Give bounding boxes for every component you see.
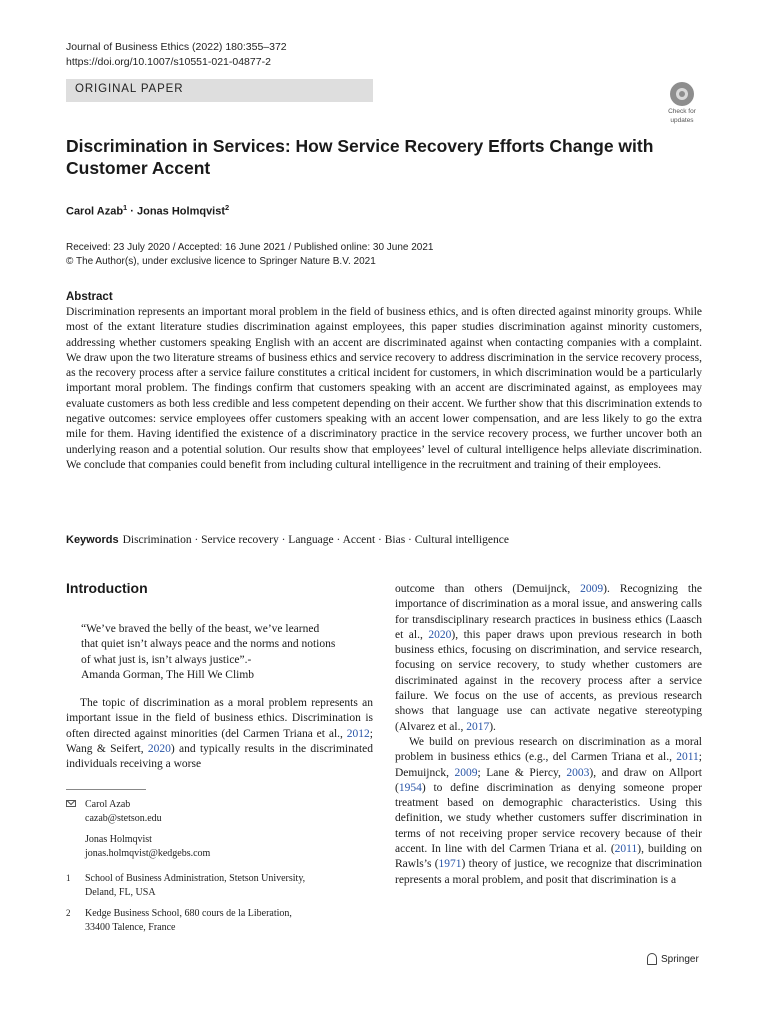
- intro-paragraph-1: [66, 696, 373, 772]
- text-run: ) and typically results in the discriminated individuals receiving a worse: [66, 742, 373, 771]
- affiliation-number: 1: [66, 873, 71, 883]
- keywords: [66, 534, 509, 546]
- corresponding-author: [66, 798, 373, 825]
- citation-link[interactable]: 2012: [346, 727, 370, 740]
- paper-title: Discrimination in Services: How Service Recovery Efforts Change with Customer Accent: [66, 136, 654, 178]
- text-run: ; Lane & Piercy,: [477, 766, 567, 779]
- publisher-logo: [647, 953, 699, 965]
- author-affiliation-mark: 1: [123, 203, 128, 212]
- right-column: [395, 582, 702, 888]
- text-run: ; Demuijnck,: [395, 751, 702, 779]
- affiliation-line: Kedge Business School, 680 cours de la Liberation,: [85, 908, 292, 919]
- citation-link[interactable]: 2011: [614, 843, 638, 856]
- text-run: ). Recognizing the importance of discrimination as a moral issue, and answering calls for transdisciplinary research practices in business ethics (Laasch et al.,: [395, 583, 702, 641]
- citation-link[interactable]: 2009: [580, 583, 604, 595]
- text-run: ; Wang & Seifert,: [66, 727, 373, 755]
- keywords-list: Discrimination · Service recovery · Language · Accent · Bias · Cultural intelligence: [122, 534, 509, 546]
- abstract-heading: Abstract: [66, 291, 113, 303]
- contact-email[interactable]: cazab@stetson.edu: [85, 812, 162, 824]
- intro-paragraph-3: [395, 735, 702, 888]
- quote-line: “We’ve braved the belly of the beast, we’ve learned: [81, 623, 320, 635]
- author-affiliation-mark: 2: [225, 203, 230, 212]
- quote-attribution: Amanda Gorman, The Hill We Climb: [81, 668, 255, 681]
- footnote-divider: [66, 789, 146, 790]
- affiliation-2: [66, 907, 373, 934]
- citation-link[interactable]: 1971: [438, 858, 462, 871]
- check-for-updates-badge[interactable]: [662, 82, 702, 124]
- text-run: ), building on Rawls’s (: [395, 843, 702, 871]
- citation-link[interactable]: 2017: [466, 720, 490, 733]
- springer-horse-icon: [647, 953, 657, 965]
- citation-link[interactable]: 2020: [428, 628, 452, 641]
- contact-name: Jonas Holmqvist: [85, 834, 152, 845]
- original-paper-banner: [66, 79, 373, 102]
- badge-line1: Check for: [668, 108, 696, 115]
- affiliation-line: 33400 Talence, France: [85, 921, 176, 933]
- text-run: ), this paper draws upon previous research in both business ethics, focusing on discrimination, and service research, focusing on service recovery, to study whether customers are discriminated against in the recovery process after a service failure. We focus on the use of accents, as previous research shows that language use can activate negative stereotyping (Alvarez et al.,: [395, 628, 702, 733]
- introduction-heading: Introduction: [66, 580, 148, 596]
- contact-email[interactable]: jonas.holmqvist@kedgebs.com: [85, 847, 211, 859]
- journal-citation: Journal of Business Ethics (2022) 180:355–372: [66, 41, 287, 53]
- co-author-contact: [66, 833, 373, 860]
- envelope-icon: [66, 800, 76, 807]
- copyright-line: © The Author(s), under exclusive licence to Springer Nature B.V. 2021: [66, 256, 376, 267]
- publisher-name: Springer: [661, 953, 699, 965]
- keywords-label: Keywords: [66, 534, 119, 546]
- contact-name: Carol Azab: [85, 799, 131, 810]
- text-run: ) theory of justice, we recognize that discrimination represents a moral problem, and posit that discrimination is a: [395, 858, 703, 886]
- quote-line: of what just is, isn’t always justice”.-: [81, 653, 252, 666]
- text-run: We build on previous research on discrimination as a moral problem in business ethics (e.g., del Carmen Triana et al.,: [395, 735, 702, 764]
- author-name[interactable]: Jonas Holmqvist: [137, 205, 226, 218]
- citation-link[interactable]: 1954: [398, 781, 422, 794]
- publication-dates: [66, 241, 434, 269]
- footnotes: [66, 798, 373, 934]
- affiliation-number: 2: [66, 908, 71, 918]
- banner-label: ORIGINAL PAPER: [75, 83, 184, 95]
- author-list: [66, 203, 229, 218]
- badge-line2: updates: [670, 117, 694, 124]
- affiliation-line: Deland, FL, USA: [85, 886, 156, 898]
- check-for-updates-icon: [670, 82, 694, 106]
- citation-link[interactable]: 2011: [676, 751, 699, 764]
- author-separator: ·: [127, 205, 137, 218]
- affiliation-1: [66, 872, 373, 899]
- text-run: ).: [489, 720, 496, 733]
- journal-meta: [66, 40, 287, 70]
- affiliation-line: School of Business Administration, Stetson University,: [85, 873, 306, 884]
- citation-link[interactable]: 2003: [566, 766, 590, 779]
- epigraph-quote: [81, 622, 373, 683]
- quote-line: that quiet isn’t always peace and the norms and notions: [81, 638, 336, 651]
- intro-paragraph-2: [395, 582, 702, 735]
- publication-history: Received: 23 July 2020 / Accepted: 16 June 2021 / Published online: 30 June 2021: [66, 242, 434, 253]
- abstract-text: Discrimination represents an important moral problem in the field of business ethics, and is often directed against minority groups. While most of the extant literature studies discrimination against employees, this paper studies discrimination against minority customers, addressing whether customers speaking English with an accent are discriminated against when contacting companies with a complaint. We draw upon the two literature streams of business ethics and service recovery to address discrimination in the service recovery process, as the recovery process after a service failure constitutes a critical incident for customers, in which discrimination would be a particularly important moral problem. The findings confirm that customers speaking with an accent are discriminated against, as employees may evaluate customers as both less credible and less competent depending on their accent. We further show that this discrimination extends to negative outcomes: service employees offer customers speaking with an accent lower compensation, and are less likely to go the extra mile for them. Having identified the existence of a discriminatory practice in the service recovery process, we further uncover both an underlying reason and a potential solution. Our results show that employees’ level of cultural intelligence helps alleviate discrimination. We conclude that companies could benefit from including cultural intelligence in the recruitment and training of their employees.: [66, 306, 702, 471]
- citation-link[interactable]: 2020: [147, 742, 171, 755]
- text-run: ) to define discrimination as denying someone proper treatment based on demographic characteristics. Using this definition, we study whether customers suffer discrimination in terms of not receiving proper service recovery because of their accent. In line with del Carmen Triana et al. (: [395, 781, 702, 856]
- citation-link[interactable]: 2009: [454, 766, 478, 779]
- doi-link[interactable]: https://doi.org/10.1007/s10551-021-04877-2: [66, 56, 271, 68]
- text-run: outcome than others (Demuijnck,: [395, 583, 581, 595]
- author-name[interactable]: Carol Azab: [66, 205, 124, 218]
- text-run: The topic of discrimination as a moral problem represents an important issue in the field of business ethics. Discrimination is often directed against minorities (del Carmen Triana et al.,: [66, 697, 373, 740]
- text-run: ), and draw on Allport (: [395, 766, 702, 794]
